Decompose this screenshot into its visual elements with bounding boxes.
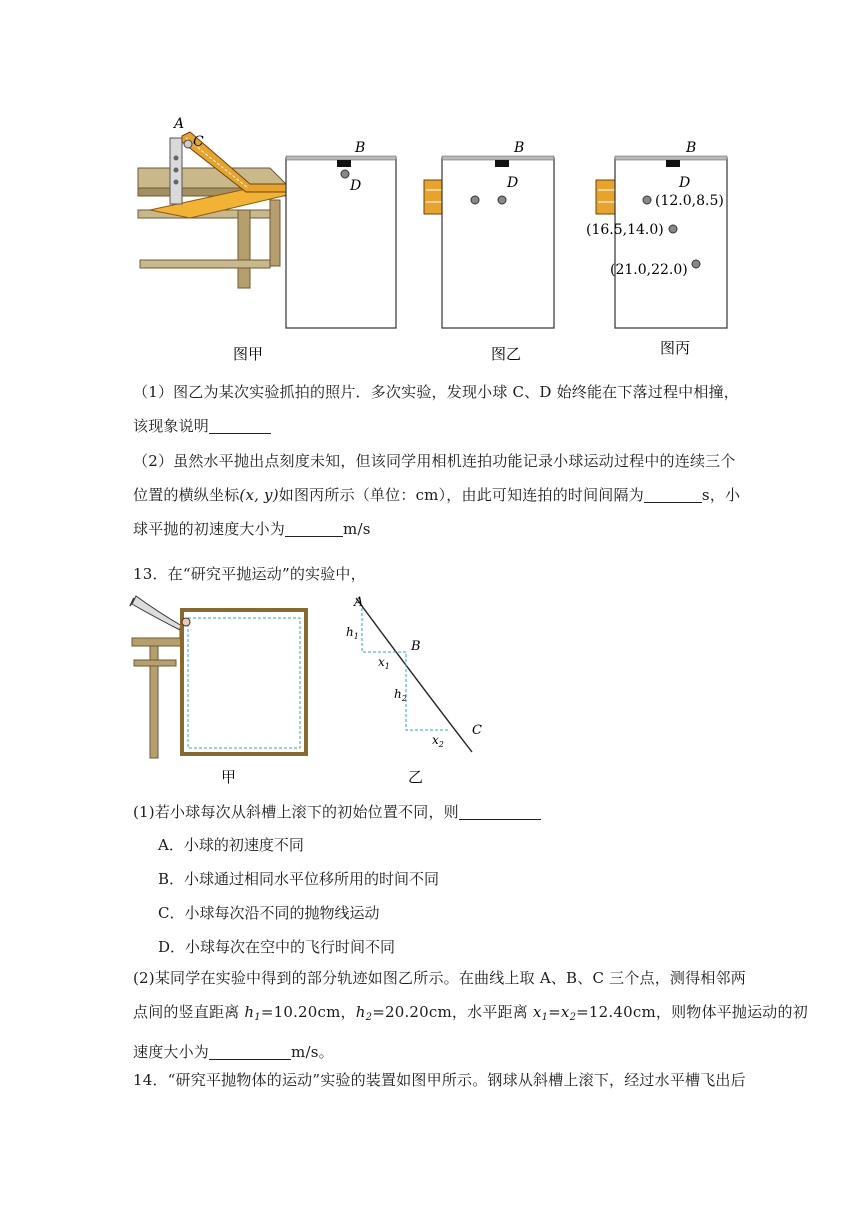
label-B3: B [686,140,697,156]
answer-blank-4[interactable] [459,803,541,820]
sub-1: 1 [254,1012,261,1023]
label-A: A [174,116,185,132]
label-B: B [355,140,366,156]
trajectory-yi [346,595,482,752]
caption-yi-2: 乙 [408,768,424,786]
point-label-1: (12.0,8.5) [655,193,724,209]
curve-label-B: B [411,639,421,654]
q12-p2-line1: （2）虽然水平抛出点刻度未知，但该同学用相机连拍功能记录小球运动过程中的连续三个 [133,452,736,470]
answer-blank-2[interactable] [644,486,702,503]
label-D3: D [679,175,691,191]
q12-p2-line3a: 球平抛的初速度大小为 [133,520,286,538]
q12-p1-line2: 该现象说明 [133,417,210,435]
question-14 [133,1063,746,1097]
figure-apparatus-1 [130,110,740,370]
apparatus-jia-2 [130,596,308,758]
sub-x2: 2 [569,1012,577,1023]
sym-x1: x [532,1003,542,1021]
label-x2: $x_2$ [432,733,444,749]
q12-p2-line2a: 位置的横纵坐标 [133,486,240,504]
q13-q1-text: (1)若小球每次从斜槽上滚下的初始位置不同，则 [133,803,459,821]
question-13-part2 [133,961,808,1069]
sub-2: 2 [365,1012,373,1023]
q13-q2-l2e: =12.40cm，则物体平抛运动的初 [576,1003,808,1021]
curve-label-A: A [354,595,364,610]
label-B2: B [514,140,525,156]
caption-jia-2: 甲 [221,768,237,786]
q14-line1: 14．“研究平抛物体的运动”实验的装置如图甲所示。钢球从斜槽上滚下，经过水平槽飞出后 [133,1071,746,1089]
option-C[interactable]: C．小球每次沿不同的抛物线运动 [158,904,380,922]
board-yi [424,140,554,328]
option-B[interactable]: B．小球通过相同水平位移所用的时间不同 [158,870,440,888]
question-12-part2 [133,444,741,546]
question-13-title [133,557,733,591]
label-D2: D [507,175,519,191]
option-A[interactable]: A．小球的初速度不同 [158,836,304,854]
option-D[interactable]: D．小球每次在空中的飞行时间不同 [158,938,396,956]
answer-blank-5[interactable] [209,1043,291,1060]
q13-q2-line1: (2)某同学在实验中得到的部分轨迹如图乙所示。在曲线上取 A、B、C 三个点，测得相邻两 [133,969,746,987]
answer-blank-1[interactable] [209,417,271,434]
q13-q2-l3b: m/s。 [291,1043,334,1061]
board-bing [586,140,727,328]
curve-label-C: C [472,723,482,738]
sym-h1: h [244,1003,255,1021]
q13-q2-l2d: = [548,1003,561,1021]
point-label-3: (21.0,22.0) [610,262,688,278]
point-label-2: (16.5,14.0) [586,222,664,238]
q12-p2-line2c: s，小 [701,486,741,504]
sub-x1: 1 [541,1012,549,1023]
label-h2: $h_2$ [394,687,407,703]
question-13-part1 [133,795,733,829]
q13-q2-l2b: =10.20cm， [260,1003,356,1021]
sym-h2: h [355,1003,366,1021]
label-x1: $x_1$ [378,655,390,671]
figure-apparatus-2 [128,592,488,788]
caption-bing: 图丙 [660,339,691,357]
coord-xy: (x, y) [239,486,279,504]
sym-x2: x [560,1003,570,1021]
label-C: C [193,134,204,150]
caption-jia: 图甲 [233,345,264,363]
q12-p2-line2b: 如图丙所示（单位：cm），由此可知连拍的时间间隔为 [278,486,644,504]
question-12-part1 [133,375,739,443]
q13-q2-l2c: =20.20cm，水平距离 [372,1003,533,1021]
answer-blank-3[interactable] [285,520,343,537]
q13-q2-l3a: 速度大小为 [133,1043,210,1061]
board-jia [286,140,396,328]
q13-q2-l2a: 点间的竖直距离 [133,1003,245,1021]
label-D: D [350,178,362,194]
q12-p1-line1: （1）图乙为某次实验抓拍的照片．多次实验，发现小球 C、D 始终能在下落过程中相撞， [133,383,739,401]
q12-p2-line3b: m/s [343,520,371,538]
label-h1: $h_1$ [346,625,359,641]
table-drawing [138,116,300,288]
caption-yi: 图乙 [491,345,522,363]
q13-title: 13．在“研究平抛运动”的实验中， [133,565,366,583]
